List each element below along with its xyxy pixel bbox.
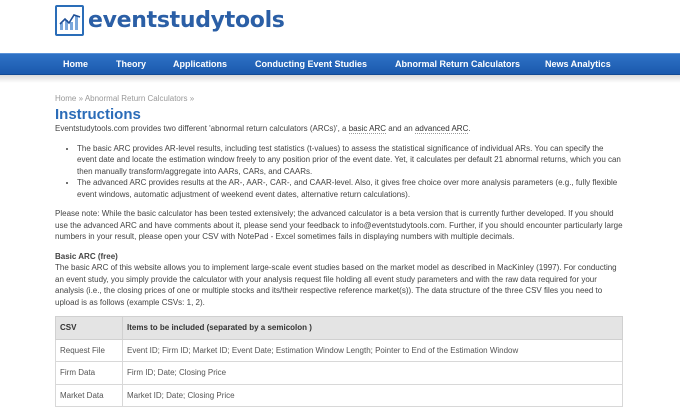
nav-theory[interactable]: Theory (116, 59, 147, 69)
nav-conducting-event-studies[interactable]: Conducting Event Studies (255, 59, 368, 69)
nav-news-analytics[interactable]: News Analytics (545, 59, 611, 69)
list-item: • The basic ARC provides AR-level results, including test statistics (t-values) to assess the statistical significance of individual ARs. You can specify the event date and locate the estimation window freely to any position prior of the event date. Yet, it calculates per default 21 abnormal returns, which you can then manually transform/aggregate into AARs, CARs, and CAARs. (77, 143, 625, 178)
site-logo[interactable] (55, 5, 285, 36)
advanced-arc-link[interactable]: advanced ARC (414, 124, 469, 133)
breadcrumb-separator: » (189, 94, 195, 103)
nav-abnormal-return-calculators[interactable]: Abnormal Return Calculators (395, 59, 521, 69)
table-row (56, 384, 623, 407)
breadcrumb-current[interactable]: Abnormal Return Calculators (84, 94, 188, 103)
table-cell: Market Data (56, 384, 123, 407)
breadcrumb-home[interactable]: Home (55, 94, 77, 103)
table-cell: Firm ID; Date; Closing Price (123, 362, 623, 385)
basic-arc-paragraph: The basic ARC of this website allows you to implement large-scale event studies based on the market model as described in MacKinley (1997). For conducting an event study, you simply provide the calculator with your analysis request file holding all event study parameters and with the raw data required for your analysis (i.e., the closing prices of one or multiple stocks and its/their respective reference market(s)). The data structure of the three CSV files you need to upload is as follows (example CSVs: 1, 2). (55, 263, 617, 307)
page-title: Instructions (55, 105, 141, 123)
main-nav (0, 53, 680, 75)
table-header-csv: CSV (56, 317, 123, 340)
main-content (55, 93, 625, 407)
breadcrumb-separator: » (78, 94, 84, 103)
nav-shadow (0, 75, 680, 83)
intro-text: . (468, 124, 471, 133)
site-header (0, 0, 680, 53)
nav-applications[interactable]: Applications (173, 59, 228, 69)
table-row (56, 339, 623, 362)
intro-text: Eventstudytools.com provides two different 'abnormal return calculators (ARCs)', a (55, 124, 349, 133)
basic-arc-heading: Basic ARC (free) (55, 251, 118, 261)
list-item: • The advanced ARC provides results at the AR-, AAR-, CAR-, and CAAR-level. Also, it gives free choice over more analysis parameters (e.g., fully flexible event windows, automatic adjustment of weekend event dates, alternative return calculations). (77, 177, 625, 200)
csv-structure-table (55, 316, 623, 407)
table-cell: Request File (56, 339, 123, 362)
table-header-row (56, 317, 623, 340)
table-cell: Firm Data (56, 362, 123, 385)
logo-text: eventstudytools (88, 8, 285, 33)
note-paragraph: Please note: While the basic calculator has been tested extensively; the advanced calculator is a beta version that is currently further developed. If you should use the advanced ARC and have comments about it, please send your feedback to info@eventstudytools.com. Further, if you should encounter particularly large numbers in your result, please open your CSV with NotePad - Excel sometimes fails in displaying numbers with multiple decimals. (55, 209, 623, 241)
arc-feature-list (55, 143, 625, 201)
intro-paragraph (55, 123, 625, 135)
nav-home[interactable]: Home (63, 59, 89, 69)
table-cell: Market ID; Date; Closing Price (123, 384, 623, 407)
basic-arc-link[interactable]: basic ARC (348, 124, 387, 133)
breadcrumb (55, 93, 625, 105)
chart-logo-icon (55, 5, 84, 36)
intro-text: and an (386, 124, 415, 133)
table-cell: Event ID; Firm ID; Market ID; Event Date; Estimation Window Length; Pointer to End of the Estimation Window (123, 339, 623, 362)
table-header-items: Items to be included (separated by a semicolon ) (123, 317, 623, 340)
table-row (56, 362, 623, 385)
